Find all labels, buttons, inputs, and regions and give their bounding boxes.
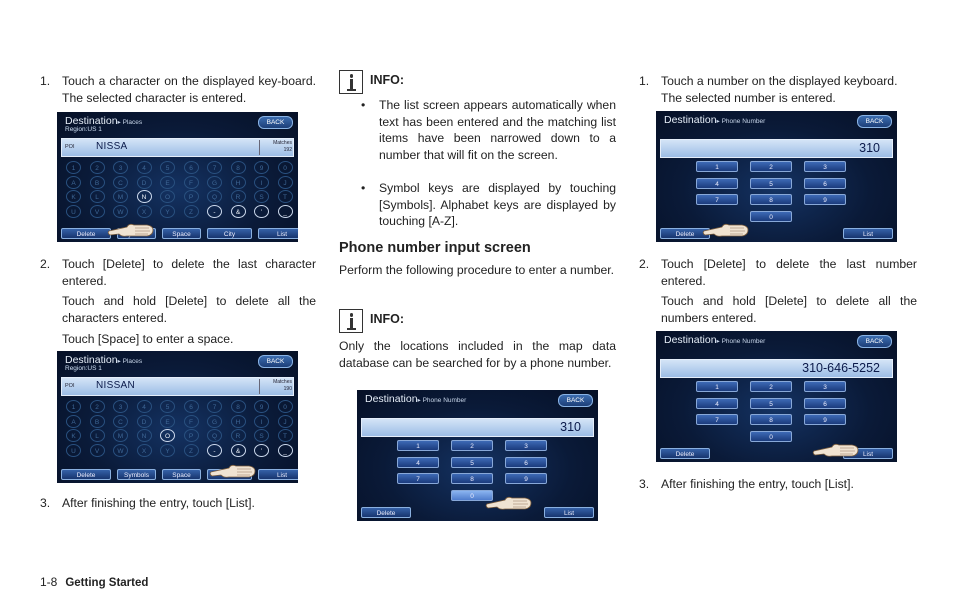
title-text: Destination xyxy=(664,334,717,346)
keyboard-key[interactable]: K xyxy=(66,429,81,442)
text-input-field[interactable] xyxy=(61,377,294,396)
screenshot-phone-310-delete xyxy=(656,111,897,242)
keyboard-key[interactable]: & xyxy=(231,205,246,218)
title-text: Destination xyxy=(65,115,118,127)
info-icon xyxy=(339,70,363,94)
keyboard-key[interactable]: K xyxy=(66,190,81,203)
keyboard-key[interactable]: R xyxy=(231,429,246,442)
left-step3 xyxy=(40,495,316,512)
info-bullet-1 xyxy=(361,97,616,163)
step-number: 1. xyxy=(639,74,650,88)
screen-title xyxy=(664,334,765,346)
keyboard-key[interactable]: 6 xyxy=(184,400,199,413)
pointing-hand-icon xyxy=(812,440,860,460)
bullet-icon: • xyxy=(361,181,366,195)
title-subtext: ▸ Places xyxy=(117,119,143,126)
keyboard-key[interactable]: Z xyxy=(184,444,199,457)
keyboard-key[interactable]: H xyxy=(231,415,246,428)
number-key[interactable]: 3 xyxy=(804,161,846,172)
keyboard-key[interactable]: W xyxy=(113,444,128,457)
right-step3 xyxy=(639,476,917,493)
number-key[interactable]: 0 xyxy=(451,490,493,501)
number-key[interactable]: 8 xyxy=(750,194,792,205)
info-note-2-text: Only the locations included in the map data database can be searched for by a phone number. xyxy=(339,339,616,370)
bullet-text: Symbol keys are displayed by touching [Symbols]. Alphabet keys are displayed by touching [A-Z]. xyxy=(379,181,616,228)
number-key[interactable]: 2 xyxy=(451,440,493,451)
keyboard-key[interactable]: C xyxy=(113,415,128,428)
number-input-field[interactable] xyxy=(361,418,594,437)
keyboard-key[interactable]: 9 xyxy=(254,161,269,174)
text-input-field[interactable] xyxy=(61,138,294,157)
keyboard-key[interactable]: B xyxy=(90,415,105,428)
step-number: 3. xyxy=(639,477,650,491)
delete-button[interactable]: Delete xyxy=(660,228,710,239)
keyboard-key[interactable]: O xyxy=(160,190,175,203)
keyboard-key[interactable]: U xyxy=(66,205,81,218)
keyboard-key[interactable]: _ xyxy=(278,444,293,457)
delete-button[interactable]: Delete xyxy=(361,507,411,518)
step-number: 1. xyxy=(40,74,51,88)
keyboard-key[interactable]: J xyxy=(278,176,293,189)
page-number: 1-8 xyxy=(40,575,58,589)
number-key[interactable]: 5 xyxy=(750,398,792,409)
screen-title xyxy=(365,393,466,405)
left-step1 xyxy=(40,73,316,106)
number-key[interactable]: 8 xyxy=(451,473,493,484)
keyboard-key[interactable]: J xyxy=(278,415,293,428)
bottom-button[interactable]: List xyxy=(258,469,298,480)
screen-title xyxy=(664,114,765,126)
keyboard-key[interactable]: 7 xyxy=(207,400,222,413)
keyboard-key[interactable]: F xyxy=(184,415,199,428)
matches-box xyxy=(259,140,292,155)
keyboard-key[interactable]: 4 xyxy=(137,161,152,174)
keyboard-key[interactable]: 0 xyxy=(278,400,293,413)
input-number: 310 xyxy=(859,141,880,155)
matches-box xyxy=(259,379,292,394)
keyboard-key[interactable]: G xyxy=(207,176,222,189)
screenshot-phone-full-number xyxy=(656,331,897,462)
step-number: 2. xyxy=(639,257,650,271)
right-step2 xyxy=(639,256,917,289)
keyboard-key[interactable]: T xyxy=(278,190,293,203)
delete-button[interactable]: Delete xyxy=(660,448,710,459)
keyboard-key[interactable]: D xyxy=(137,176,152,189)
region-label: Region:US 1 xyxy=(65,365,102,372)
title-text: Destination xyxy=(65,354,118,366)
keyboard-key[interactable]: 0 xyxy=(278,161,293,174)
pointing-hand-icon xyxy=(107,220,155,240)
bottom-button[interactable]: Symbols xyxy=(117,469,156,480)
number-key[interactable]: 1 xyxy=(397,440,439,451)
left-step2-space: Touch [Space] to enter a space. xyxy=(62,332,234,346)
keyboard-key[interactable]: - xyxy=(207,444,222,457)
screenshot-places-nissan xyxy=(57,351,298,483)
keyboard-key[interactable]: 6 xyxy=(184,161,199,174)
keyboard-key[interactable]: Y xyxy=(160,205,175,218)
keyboard-key[interactable]: Q xyxy=(207,190,222,203)
info-label: INFO: xyxy=(370,312,405,326)
number-key[interactable]: 6 xyxy=(804,178,846,189)
left-step2-hold: Touch and hold [Delete] to delete all the characters entered. xyxy=(62,294,316,325)
keyboard-key[interactable]: _ xyxy=(278,205,293,218)
keyboard-key[interactable]: E xyxy=(160,415,175,428)
keyboard-key[interactable]: M xyxy=(113,190,128,203)
keyboard-key[interactable]: O xyxy=(160,429,175,442)
step-number: 3. xyxy=(40,496,51,510)
keyboard-key[interactable]: ’ xyxy=(254,205,269,218)
back-button[interactable]: BACK xyxy=(258,355,293,368)
number-key[interactable]: 4 xyxy=(696,178,738,189)
step-number: 2. xyxy=(40,257,51,271)
step-text: After finishing the entry, touch [List]. xyxy=(62,496,255,510)
number-key[interactable]: 9 xyxy=(804,194,846,205)
keyboard-key[interactable]: C xyxy=(113,176,128,189)
keyboard-key[interactable]: Y xyxy=(160,444,175,457)
keyboard-key[interactable]: 7 xyxy=(207,161,222,174)
keyboard-key[interactable]: P xyxy=(184,190,199,203)
number-key[interactable]: 8 xyxy=(750,414,792,425)
keyboard-key[interactable]: S xyxy=(254,190,269,203)
keyboard-key[interactable]: M xyxy=(113,429,128,442)
number-key[interactable]: 1 xyxy=(696,381,738,392)
list-button[interactable]: List xyxy=(843,228,893,239)
info-note-1 xyxy=(339,70,459,94)
matches-label: Matches xyxy=(273,140,292,146)
title-subtext: ▸ Phone Number xyxy=(716,338,766,345)
keyboard-key[interactable]: A xyxy=(66,176,81,189)
keyboard-key[interactable]: V xyxy=(90,205,105,218)
input-text: NISSAN xyxy=(96,380,136,391)
step-text: Touch a number on the displayed keyboard. The selected number is entered. xyxy=(661,74,898,105)
bottom-button[interactable]: Space xyxy=(162,469,201,480)
number-input-field[interactable] xyxy=(660,139,893,158)
matches-label: Matches xyxy=(273,379,292,385)
pointing-hand-icon xyxy=(209,461,257,481)
title-subtext: ▸ Phone Number xyxy=(417,397,467,404)
input-number: 310 xyxy=(560,420,581,434)
bullet-text: The list screen appears automatically when text has been entered and the matching list items have been narrowed down to a number that will fit on the screen. xyxy=(379,98,616,162)
number-input-field[interactable] xyxy=(660,359,893,378)
info-icon xyxy=(339,309,363,333)
section-name: Getting Started xyxy=(65,577,149,589)
keyboard-key[interactable]: 4 xyxy=(137,400,152,413)
info-label: INFO: xyxy=(370,73,405,87)
number-key[interactable]: 6 xyxy=(804,398,846,409)
bottom-button[interactable]: City xyxy=(207,228,252,239)
matches-count: 190 xyxy=(283,386,292,392)
keyboard-key[interactable]: 5 xyxy=(160,161,175,174)
number-key[interactable]: 0 xyxy=(750,211,792,222)
keyboard-key[interactable]: G xyxy=(207,415,222,428)
region-label: Region:US 1 xyxy=(65,126,102,133)
keyboard-key[interactable]: E xyxy=(160,176,175,189)
screenshot-phone-310-touch-0 xyxy=(357,390,598,521)
keyboard-key[interactable]: V xyxy=(90,444,105,457)
keyboard-key[interactable]: F xyxy=(184,176,199,189)
keyboard-key[interactable]: L xyxy=(90,429,105,442)
number-key[interactable]: 7 xyxy=(397,473,439,484)
info-note-2 xyxy=(339,309,459,333)
keyboard-key[interactable]: P xyxy=(184,429,199,442)
keyboard-key[interactable]: 3 xyxy=(113,400,128,413)
number-key[interactable]: 9 xyxy=(804,414,846,425)
matches-count: 192 xyxy=(283,147,292,153)
section-intro: Perform the following procedure to enter a number. xyxy=(339,263,615,277)
back-button[interactable]: BACK xyxy=(558,394,593,407)
title-subtext: ▸ Phone Number xyxy=(716,118,766,125)
number-key[interactable]: 2 xyxy=(750,381,792,392)
number-key[interactable]: 3 xyxy=(804,381,846,392)
pointing-hand-icon xyxy=(485,493,533,513)
title-text: Destination xyxy=(664,114,717,126)
number-key[interactable]: 1 xyxy=(696,161,738,172)
right-step1 xyxy=(639,73,917,106)
keyboard-key[interactable]: H xyxy=(231,176,246,189)
keyboard-key[interactable]: A xyxy=(66,415,81,428)
info-bullet-2 xyxy=(361,180,616,230)
keyboard-key[interactable]: L xyxy=(90,190,105,203)
keyboard-key[interactable]: D xyxy=(137,415,152,428)
number-key[interactable]: 3 xyxy=(505,440,547,451)
left-step2 xyxy=(40,256,316,289)
keyboard-key[interactable]: N xyxy=(137,190,152,203)
poi-label: POI xyxy=(65,383,75,389)
number-key[interactable]: 6 xyxy=(505,457,547,468)
keyboard-key[interactable]: N xyxy=(137,429,152,442)
keyboard-key[interactable]: I xyxy=(254,415,269,428)
keyboard-key[interactable]: 9 xyxy=(254,400,269,413)
keyboard-key[interactable]: 1 xyxy=(66,400,81,413)
keyboard-key[interactable]: 2 xyxy=(90,400,105,413)
step-text: Touch [Delete] to delete the last character entered. xyxy=(62,257,316,288)
keyboard-key[interactable]: 1 xyxy=(66,161,81,174)
number-key[interactable]: 5 xyxy=(750,178,792,189)
keyboard-key[interactable]: W xyxy=(113,205,128,218)
section-heading: Phone number input screen xyxy=(339,240,531,256)
keyboard-key[interactable]: & xyxy=(231,444,246,457)
keyboard-key[interactable]: U xyxy=(66,444,81,457)
right-step2-hold: Touch and hold [Delete] to delete all the numbers entered. xyxy=(661,294,917,325)
number-key[interactable]: 2 xyxy=(750,161,792,172)
keyboard-key[interactable]: B xyxy=(90,176,105,189)
input-text: NISSA xyxy=(96,141,128,152)
keyboard-key[interactable]: X xyxy=(137,444,152,457)
poi-label: POI xyxy=(65,144,75,150)
keyboard-key[interactable]: 8 xyxy=(231,400,246,413)
back-button[interactable]: BACK xyxy=(857,115,892,128)
title-subtext: ▸ Places xyxy=(117,358,143,365)
keyboard-key[interactable]: R xyxy=(231,190,246,203)
number-key[interactable]: 7 xyxy=(696,414,738,425)
screenshot-places-nissa xyxy=(57,112,298,242)
number-key[interactable]: 4 xyxy=(696,398,738,409)
keyboard-key[interactable]: ’ xyxy=(254,444,269,457)
keyboard-key[interactable]: X xyxy=(137,205,152,218)
keyboard-key[interactable]: Z xyxy=(184,205,199,218)
bottom-button[interactable]: Delete xyxy=(61,228,111,239)
bottom-button[interactable]: Space xyxy=(162,228,201,239)
bottom-button[interactable]: Delete xyxy=(61,469,111,480)
keyboard-key[interactable]: T xyxy=(278,429,293,442)
step-text: After finishing the entry, touch [List]. xyxy=(661,477,854,491)
keyboard-key[interactable]: 3 xyxy=(113,161,128,174)
list-button[interactable]: List xyxy=(544,507,594,518)
back-button[interactable]: BACK xyxy=(857,335,892,348)
bullet-icon: • xyxy=(361,98,366,112)
number-key[interactable]: 5 xyxy=(451,457,493,468)
input-number: 310-646-5252 xyxy=(802,361,880,375)
keyboard-key[interactable]: 8 xyxy=(231,161,246,174)
pointing-hand-icon xyxy=(702,220,750,240)
number-key[interactable]: 0 xyxy=(750,431,792,442)
number-key[interactable]: 4 xyxy=(397,457,439,468)
keyboard-key[interactable]: Q xyxy=(207,429,222,442)
keyboard-key[interactable]: S xyxy=(254,429,269,442)
bottom-button[interactable]: List xyxy=(258,228,298,239)
page-footer xyxy=(40,575,148,589)
number-key[interactable]: 9 xyxy=(505,473,547,484)
keyboard-key[interactable]: 5 xyxy=(160,400,175,413)
step-text: Touch [Delete] to delete the last number entered. xyxy=(661,257,917,288)
keyboard-key[interactable]: 2 xyxy=(90,161,105,174)
list-button[interactable]: List xyxy=(843,448,893,459)
number-key[interactable]: 7 xyxy=(696,194,738,205)
step-text: Touch a character on the displayed key-board. The selected character is entered. xyxy=(62,74,316,105)
keyboard-key[interactable]: - xyxy=(207,205,222,218)
title-text: Destination xyxy=(365,393,418,405)
keyboard-key[interactable]: I xyxy=(254,176,269,189)
back-button[interactable]: BACK xyxy=(258,116,293,129)
